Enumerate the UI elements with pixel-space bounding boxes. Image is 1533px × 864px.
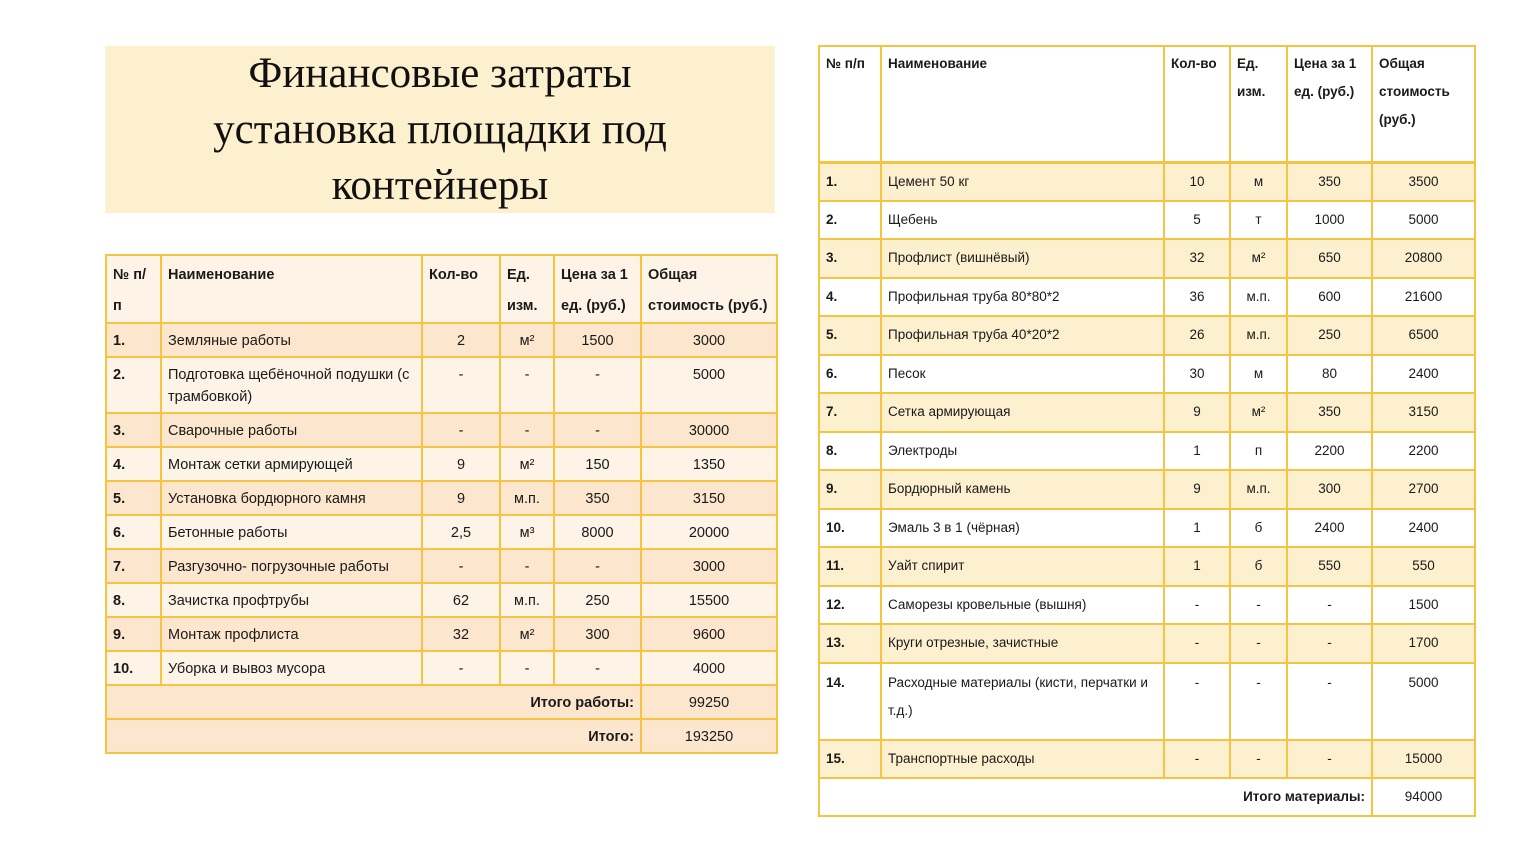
cell-unit: -	[500, 651, 554, 685]
cell-total: 15500	[641, 583, 777, 617]
cell-price: -	[1287, 663, 1372, 740]
header-total: Общая стоимость (руб.)	[1372, 46, 1475, 162]
cell-price: 550	[1287, 547, 1372, 586]
subtotal-row	[106, 685, 777, 719]
grand-total-value: 193250	[641, 719, 777, 753]
table-row	[819, 316, 1475, 355]
grand-total-label: Итого:	[106, 719, 641, 753]
title-line-2: установка площадки под	[213, 105, 667, 153]
table-row	[819, 432, 1475, 471]
cell-total: 3500	[1372, 162, 1475, 201]
table-row	[819, 740, 1475, 779]
table-row	[106, 583, 777, 617]
cell-total: 3150	[1372, 393, 1475, 432]
cell-qty: 36	[1164, 278, 1230, 317]
table-header-row	[819, 46, 1475, 162]
cell-unit: п	[1230, 432, 1287, 471]
cell-name: Уайт спирит	[881, 547, 1164, 586]
cell-price: -	[1287, 586, 1372, 625]
cell-num: 7.	[106, 549, 161, 583]
table-row	[819, 509, 1475, 548]
cell-name: Сварочные работы	[161, 413, 422, 447]
table-row	[106, 447, 777, 481]
header-qty: Кол-во	[1164, 46, 1230, 162]
cell-name: Профлист (вишнёвый)	[881, 239, 1164, 278]
cell-total: 3000	[641, 549, 777, 583]
header-price: Цена за 1 ед. (руб.)	[1287, 46, 1372, 162]
cell-num: 5.	[106, 481, 161, 515]
cell-unit: м	[1230, 355, 1287, 394]
table-row	[819, 162, 1475, 201]
cell-price: 350	[1287, 162, 1372, 201]
cell-name: Сетка армирующая	[881, 393, 1164, 432]
table-row	[106, 651, 777, 685]
cell-price: 300	[554, 617, 641, 651]
cell-price: -	[554, 413, 641, 447]
cell-qty: 1	[1164, 509, 1230, 548]
cell-num: 9.	[106, 617, 161, 651]
cell-price: 250	[554, 583, 641, 617]
cell-num: 1.	[106, 323, 161, 357]
table-row	[819, 239, 1475, 278]
cell-total: 2400	[1372, 509, 1475, 548]
cell-total: 1700	[1372, 624, 1475, 663]
cell-unit: м.п.	[500, 583, 554, 617]
header-total: Общая стоимость (руб.)	[641, 255, 777, 323]
cell-num: 8.	[819, 432, 881, 471]
cell-num: 7.	[819, 393, 881, 432]
cell-name: Расходные материалы (кисти, перчатки и т.д.)	[881, 663, 1164, 740]
table-row	[106, 323, 777, 357]
cell-price: -	[1287, 624, 1372, 663]
cell-num: 15.	[819, 740, 881, 779]
header-num: № п/п	[819, 46, 881, 162]
cell-unit: б	[1230, 509, 1287, 548]
cell-price: 350	[1287, 393, 1372, 432]
cell-name: Монтаж профлиста	[161, 617, 422, 651]
header-name: Наименование	[161, 255, 422, 323]
cell-qty: 9	[422, 481, 500, 515]
cell-qty: 9	[422, 447, 500, 481]
cell-name: Профильная труба 40*20*2	[881, 316, 1164, 355]
cell-unit: м²	[1230, 393, 1287, 432]
cell-name: Электроды	[881, 432, 1164, 471]
table-row	[819, 393, 1475, 432]
cell-qty: 26	[1164, 316, 1230, 355]
cell-qty: 5	[1164, 201, 1230, 240]
cell-price: 2200	[1287, 432, 1372, 471]
cell-qty: 2	[422, 323, 500, 357]
cell-num: 14.	[819, 663, 881, 740]
cell-qty: 32	[1164, 239, 1230, 278]
works-table	[105, 254, 778, 754]
cell-unit: т	[1230, 201, 1287, 240]
cell-num: 13.	[819, 624, 881, 663]
cell-total: 9600	[641, 617, 777, 651]
table-row	[819, 201, 1475, 240]
materials-table	[818, 45, 1476, 817]
cell-price: -	[554, 357, 641, 413]
cell-num: 1.	[819, 162, 881, 201]
header-price: Цена за 1 ед. (руб.)	[554, 255, 641, 323]
title-line-1: Финансовые затраты	[248, 49, 632, 97]
cell-unit: -	[500, 413, 554, 447]
cell-unit: -	[1230, 586, 1287, 625]
cell-price: 8000	[554, 515, 641, 549]
cell-name: Установка бордюрного камня	[161, 481, 422, 515]
cell-num: 4.	[819, 278, 881, 317]
cell-name: Профильная труба 80*80*2	[881, 278, 1164, 317]
cell-total: 2400	[1372, 355, 1475, 394]
table-row	[819, 278, 1475, 317]
cell-name: Земляные работы	[161, 323, 422, 357]
cell-name: Подготовка щебёночной подушки (с трамбовкой)	[161, 357, 422, 413]
cell-unit: -	[500, 357, 554, 413]
cell-price: 600	[1287, 278, 1372, 317]
cell-total: 20000	[641, 515, 777, 549]
works-table-body	[106, 323, 777, 685]
cell-qty: 10	[1164, 162, 1230, 201]
table-row	[819, 355, 1475, 394]
cell-name: Зачистка профтрубы	[161, 583, 422, 617]
cell-name: Бордюрный камень	[881, 470, 1164, 509]
cell-num: 3.	[819, 239, 881, 278]
title-line-3: контейнеры	[331, 161, 549, 209]
cell-qty: 62	[422, 583, 500, 617]
cell-qty: -	[422, 357, 500, 413]
cell-name: Разгузочно- погрузочные работы	[161, 549, 422, 583]
cell-name: Саморезы кровельные (вышня)	[881, 586, 1164, 625]
cell-name: Цемент 50 кг	[881, 162, 1164, 201]
cell-price: 150	[554, 447, 641, 481]
cell-name: Щебень	[881, 201, 1164, 240]
cell-unit: м²	[500, 447, 554, 481]
cell-unit: -	[500, 549, 554, 583]
cell-qty: -	[1164, 586, 1230, 625]
cell-total: 5000	[1372, 201, 1475, 240]
cell-unit: м.п.	[1230, 278, 1287, 317]
cell-total: 5000	[641, 357, 777, 413]
cell-qty: -	[422, 549, 500, 583]
cell-unit: м²	[1230, 239, 1287, 278]
cell-qty: 30	[1164, 355, 1230, 394]
cell-unit: м	[1230, 162, 1287, 201]
cell-price: 650	[1287, 239, 1372, 278]
cell-num: 5.	[819, 316, 881, 355]
materials-total-value: 94000	[1372, 778, 1475, 816]
cell-unit: м²	[500, 617, 554, 651]
table-row	[106, 617, 777, 651]
cell-num: 8.	[106, 583, 161, 617]
cell-unit: -	[1230, 740, 1287, 779]
table-row	[819, 624, 1475, 663]
cell-num: 6.	[106, 515, 161, 549]
cell-unit: м²	[500, 323, 554, 357]
cell-price: -	[554, 549, 641, 583]
cell-total: 3150	[641, 481, 777, 515]
subtotal-label: Итого работы:	[106, 685, 641, 719]
table-row	[106, 549, 777, 583]
cell-total: 3000	[641, 323, 777, 357]
cell-name: Уборка и вывоз мусора	[161, 651, 422, 685]
cell-total: 15000	[1372, 740, 1475, 779]
cell-qty: 1	[1164, 547, 1230, 586]
cell-qty: 9	[1164, 393, 1230, 432]
cell-price: -	[554, 651, 641, 685]
cell-total: 2700	[1372, 470, 1475, 509]
cell-qty: 32	[422, 617, 500, 651]
cell-num: 2.	[819, 201, 881, 240]
cell-total: 21600	[1372, 278, 1475, 317]
table-row	[106, 515, 777, 549]
cell-qty: -	[1164, 740, 1230, 779]
cell-qty: 9	[1164, 470, 1230, 509]
cell-qty: -	[1164, 624, 1230, 663]
cell-num: 3.	[106, 413, 161, 447]
slide-title-box	[105, 46, 775, 213]
table-header-row	[106, 255, 777, 323]
table-row	[819, 586, 1475, 625]
header-unit: Ед. изм.	[500, 255, 554, 323]
cell-num: 4.	[106, 447, 161, 481]
header-name: Наименование	[881, 46, 1164, 162]
cell-num: 12.	[819, 586, 881, 625]
cell-price: 350	[554, 481, 641, 515]
cell-num: 10.	[106, 651, 161, 685]
cell-price: -	[1287, 740, 1372, 779]
cell-name: Песок	[881, 355, 1164, 394]
cell-total: 4000	[641, 651, 777, 685]
cell-price: 80	[1287, 355, 1372, 394]
cell-unit: м.п.	[1230, 316, 1287, 355]
cell-qty: -	[422, 651, 500, 685]
cell-unit: м.п.	[500, 481, 554, 515]
cell-unit: -	[1230, 663, 1287, 740]
materials-total-row	[819, 778, 1475, 816]
cell-price: 250	[1287, 316, 1372, 355]
cell-qty: 1	[1164, 432, 1230, 471]
materials-table-body	[819, 162, 1475, 778]
table-row	[819, 663, 1475, 740]
cell-qty: -	[1164, 663, 1230, 740]
cell-name: Эмаль 3 в 1 (чёрная)	[881, 509, 1164, 548]
cell-name: Транспортные расходы	[881, 740, 1164, 779]
subtotal-value: 99250	[641, 685, 777, 719]
cell-unit: -	[1230, 624, 1287, 663]
cell-price: 2400	[1287, 509, 1372, 548]
cell-total: 2200	[1372, 432, 1475, 471]
cell-unit: м.п.	[1230, 470, 1287, 509]
cell-total: 6500	[1372, 316, 1475, 355]
cell-price: 1500	[554, 323, 641, 357]
cell-num: 11.	[819, 547, 881, 586]
table-row	[819, 470, 1475, 509]
cell-unit: б	[1230, 547, 1287, 586]
table-row	[819, 547, 1475, 586]
cell-num: 9.	[819, 470, 881, 509]
cell-total: 5000	[1372, 663, 1475, 740]
cell-total: 20800	[1372, 239, 1475, 278]
cell-num: 2.	[106, 357, 161, 413]
cell-total: 1350	[641, 447, 777, 481]
header-qty: Кол-во	[422, 255, 500, 323]
table-row	[106, 357, 777, 413]
grand-total-row	[106, 719, 777, 753]
slide-title	[213, 46, 667, 214]
cell-total: 30000	[641, 413, 777, 447]
cell-name: Круги отрезные, зачистные	[881, 624, 1164, 663]
header-unit: Ед. изм.	[1230, 46, 1287, 162]
cell-name: Бетонные работы	[161, 515, 422, 549]
cell-unit: м³	[500, 515, 554, 549]
cell-total: 550	[1372, 547, 1475, 586]
cell-num: 10.	[819, 509, 881, 548]
cell-total: 1500	[1372, 586, 1475, 625]
cell-qty: -	[422, 413, 500, 447]
cell-name: Монтаж сетки армирующей	[161, 447, 422, 481]
table-row	[106, 481, 777, 515]
cell-price: 1000	[1287, 201, 1372, 240]
cell-num: 6.	[819, 355, 881, 394]
materials-total-label: Итого материалы:	[819, 778, 1372, 816]
cell-price: 300	[1287, 470, 1372, 509]
cell-qty: 2,5	[422, 515, 500, 549]
table-row	[106, 413, 777, 447]
header-num: № п/п	[106, 255, 161, 323]
